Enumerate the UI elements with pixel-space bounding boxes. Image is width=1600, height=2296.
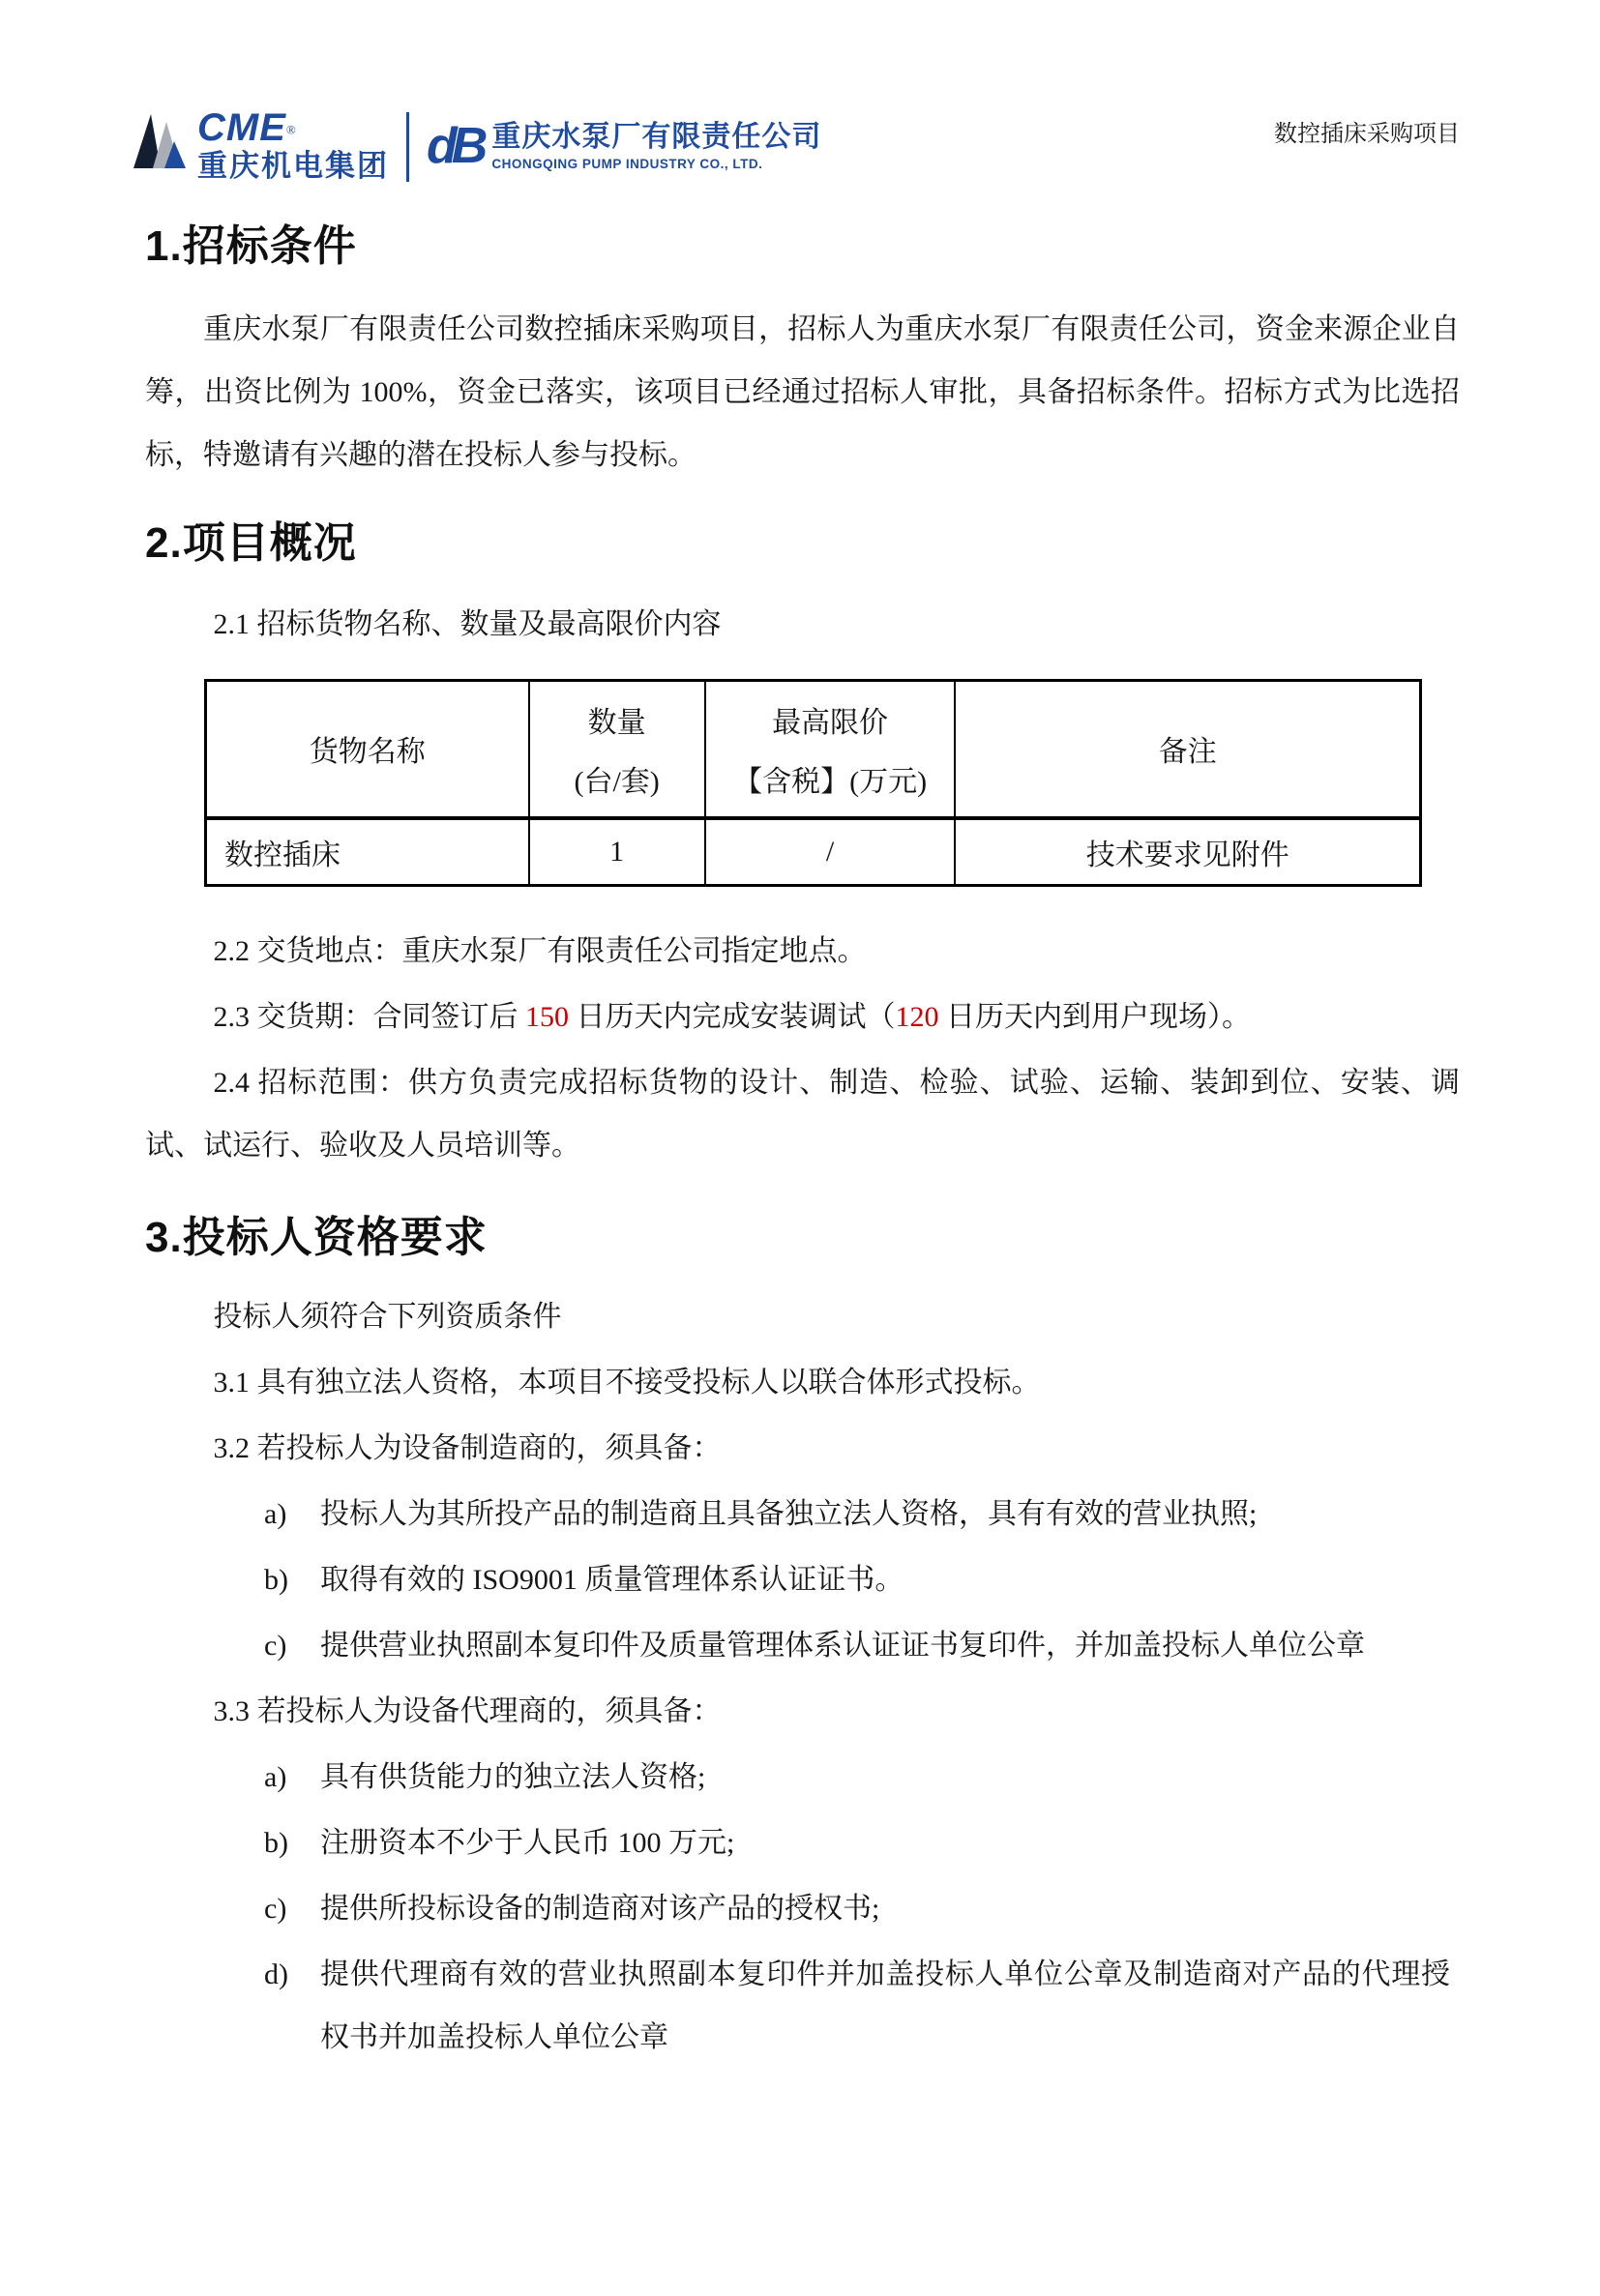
list-item bbox=[264, 1943, 1460, 2069]
list-item-label: b) bbox=[264, 1827, 288, 1859]
registered-mark-icon: ® bbox=[285, 122, 296, 137]
list-item-label: b) bbox=[264, 1564, 288, 1596]
list-item-text: 注册资本不少于人民币 100 万元; bbox=[320, 1827, 735, 1859]
list-item-label: a) bbox=[264, 1498, 287, 1530]
cme-group-name: 重庆机电集团 bbox=[197, 149, 389, 183]
item-2-2: 2.2 交货地点：重庆水泵厂有限责任公司指定地点。 bbox=[213, 935, 867, 967]
pump-company-name: 重庆水泵厂有限责任公司 bbox=[491, 120, 822, 153]
list-item bbox=[264, 1548, 1460, 1611]
list-item-text: 具有供货能力的独立法人资格; bbox=[320, 1761, 706, 1793]
project-tag: 数控插床采购项目 bbox=[1274, 121, 1460, 147]
logo-divider bbox=[406, 112, 409, 182]
pump-company-name-en: CHONGQING PUMP INDUSTRY CO., LTD. bbox=[491, 156, 763, 171]
list-item-text: 提供代理商有效的营业执照副本复印件并加盖投标人单位公章及制造商对产品的代理授权书并加盖投标人单位公章 bbox=[320, 1958, 1450, 2053]
col-header-quantity: 数量 (台/套) bbox=[529, 681, 705, 818]
section2-title: 2.项目概况 bbox=[145, 519, 357, 567]
section3-title: 3.投标人资格要求 bbox=[145, 1214, 488, 1261]
list-item bbox=[264, 1746, 1460, 1809]
cell-quantity: 1 bbox=[529, 818, 705, 886]
col-header-remarks: 备注 bbox=[955, 681, 1420, 818]
item-2-3: 2.3 交货期：合同签订后 150 日历天内完成安装调试（120 日历天内到用户现场）。 bbox=[213, 1001, 1251, 1033]
list-item-text: 提供营业执照副本复印件及质量管理体系认证证书复印件，并加盖投标人单位公章 bbox=[320, 1630, 1365, 1662]
list-item bbox=[264, 1811, 1460, 1874]
pump-company-logo bbox=[427, 118, 822, 175]
list-item bbox=[264, 1877, 1460, 1940]
list-item bbox=[264, 1614, 1460, 1677]
delivery-days-red: 150 bbox=[525, 1001, 569, 1033]
item-2-1: 2.1 招标货物名称、数量及最高限价内容 bbox=[213, 608, 722, 640]
cell-max-price: / bbox=[705, 818, 956, 886]
list-item-text: 取得有效的 ISO9001 质量管理体系认证证书。 bbox=[320, 1564, 904, 1596]
goods-table-header-row bbox=[206, 681, 1421, 818]
col-header-max-price: 最高限价 【含税】(万元) bbox=[705, 681, 956, 818]
section3-intro: 投标人须符合下列资质条件 bbox=[213, 1301, 562, 1333]
cell-remarks: 技术要求见附件 bbox=[955, 818, 1420, 886]
col-header-goods-name: 货物名称 bbox=[206, 681, 529, 818]
list-item-text: 提供所投标设备的制造商对该产品的授权书; bbox=[320, 1893, 880, 1925]
list-item-text: 投标人为其所投产品的制造商且具备独立法人资格，具有有效的营业执照; bbox=[320, 1498, 1258, 1530]
list-item-label: a) bbox=[264, 1761, 287, 1793]
list-item bbox=[264, 1483, 1460, 1545]
logo-group bbox=[132, 108, 821, 185]
cme-acronym: CME® bbox=[197, 106, 296, 149]
pump-logo-icon: dB bbox=[427, 118, 483, 175]
cell-goods-name: 数控插床 bbox=[206, 818, 529, 886]
list-item-label: d) bbox=[264, 1958, 288, 1990]
section1-title: 1.招标条件 bbox=[145, 222, 357, 270]
page-header bbox=[145, 108, 1460, 197]
list-item-label: c) bbox=[264, 1893, 287, 1925]
list-item-label: c) bbox=[264, 1630, 287, 1662]
item-3-2: 3.2 若投标人为设备制造商的，须具备： bbox=[213, 1432, 722, 1464]
section1-paragraph: 重庆水泵厂有限责任公司数控插床采购项目，招标人为重庆水泵厂有限责任公司，资金来源企业自筹，出资比例为 100%，资金已落实，该项目已经通过招标人审批，具备招标条件。招标方式为比选招标，特邀请有兴趣的潜在投标人参与投标。 bbox=[145, 313, 1460, 471]
item-2-4: 2.4 招标范围：供方负责完成招标货物的设计、制造、检验、试验、运输、装卸到位、安装、调试、试运行、验收及人员培训等。 bbox=[145, 1067, 1460, 1162]
cme-logo bbox=[132, 108, 389, 185]
goods-table bbox=[204, 679, 1422, 887]
mountain-icon bbox=[132, 108, 192, 185]
goods-table-row bbox=[206, 818, 1421, 886]
onsite-days-red: 120 bbox=[895, 1001, 939, 1033]
item-3-1: 3.1 具有独立法人资格，本项目不接受投标人以联合体形式投标。 bbox=[213, 1367, 1041, 1398]
item-3-3: 3.3 若投标人为设备代理商的，须具备： bbox=[213, 1695, 722, 1727]
